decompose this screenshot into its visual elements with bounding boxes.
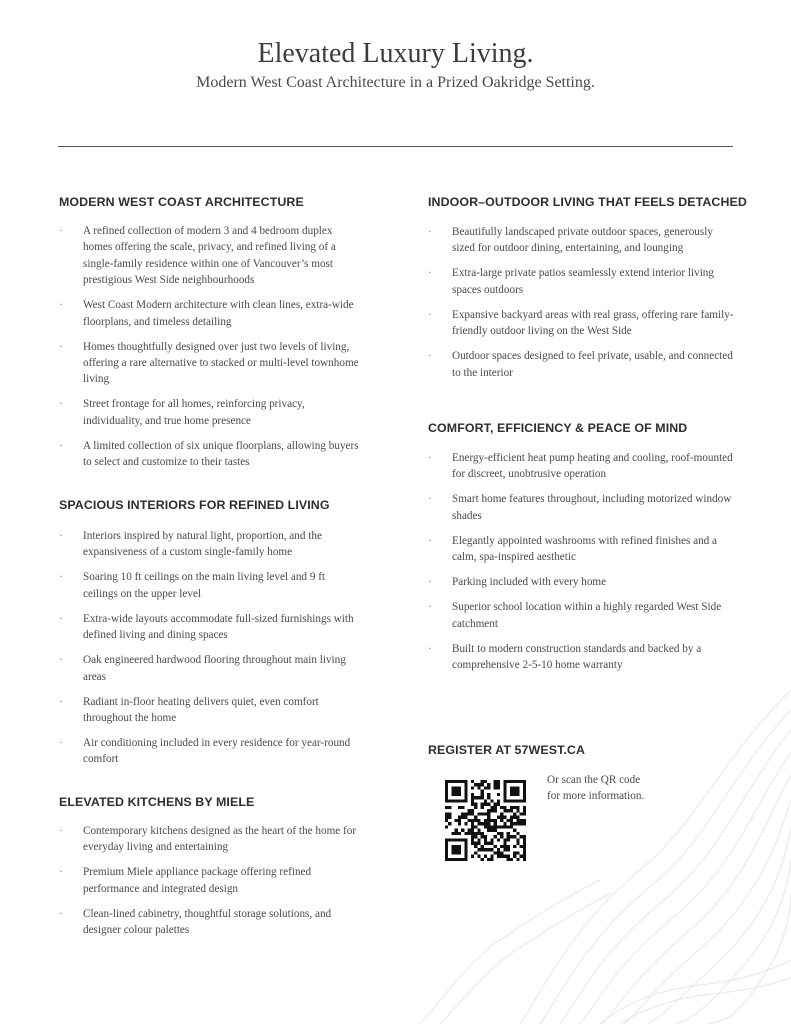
list-item-text: Extra-wide layouts accommodate full-sized furnishings with defined living and dining spaces — [83, 612, 354, 642]
bullet-marker: · — [59, 571, 63, 584]
list-item — [428, 574, 738, 590]
list-item-text: Clean-lined cabinetry, thoughtful storage solutions, and designer colour palettes — [83, 907, 332, 937]
qr-instruction-text: Or scan the QR code for more information. — [547, 774, 645, 803]
bullet-marker: · — [59, 299, 63, 312]
list-item — [59, 652, 359, 685]
bullet-marker: · — [59, 398, 63, 411]
list-item-text: Soaring 10 ft ceilings on the main living level and 9 ft ceilings on the upper level — [83, 571, 326, 600]
list-item — [59, 694, 359, 727]
list-item — [428, 491, 738, 524]
bullet-marker: · — [428, 576, 432, 589]
list-item-text: Homes thoughtfully designed over just two levels of living, offering a rare alternative to stacked or multi-level townhome living — [83, 340, 359, 386]
qr-code[interactable] — [445, 778, 526, 863]
list-item-text: Outdoor spaces designed to feel private, usable, and connected to the interior — [452, 350, 733, 379]
bullet-marker: · — [59, 737, 63, 750]
list-item — [428, 641, 738, 674]
bullet-marker: · — [59, 695, 63, 708]
list-item-text: Interiors inspired by natural light, proportion, and the expansiveness of a custom single-family home — [83, 530, 322, 559]
section-heading-interiors: SPACIOUS INTERIORS FOR REFINED LIVING — [59, 498, 330, 512]
list-item-text: Contemporary kitchens designed as the heart of the home for everyday living and entertaining — [83, 825, 357, 854]
bullet-marker: · — [428, 642, 432, 655]
bullet-marker: · — [428, 534, 432, 547]
bullet-marker: · — [59, 907, 63, 920]
bullet-marker: · — [59, 530, 63, 542]
bullet-marker: · — [428, 601, 432, 614]
list-item-text: Premium Miele appliance package offering refined performance and integrated design — [83, 866, 312, 895]
list-item-text: Oak engineered hardwood flooring throughout main living areas — [83, 654, 346, 683]
list-item-text: Beautifully landscaped private outdoor spaces, generously sized for outdoor dining, entertaining, and lounging — [452, 226, 713, 255]
list-item — [428, 224, 738, 257]
list-item — [59, 823, 359, 856]
list-item — [428, 599, 738, 632]
architecture-list — [59, 223, 359, 479]
list-item — [428, 450, 738, 483]
bullet-marker: · — [428, 350, 432, 363]
list-item — [59, 528, 359, 561]
list-item — [59, 569, 359, 602]
bullet-marker: · — [59, 225, 63, 237]
list-item-text: Air conditioning included in every residence for year-round comfort — [83, 737, 351, 766]
bullet-marker: · — [59, 654, 63, 667]
interiors-list — [59, 528, 359, 776]
kitchens-list — [59, 823, 359, 947]
bullet-marker: · — [59, 340, 63, 353]
section-heading-comfort: COMFORT, EFFICIENCY & PEACE OF MIND — [428, 421, 688, 435]
list-item-text: Energy-efficient heat pump heating and cooling, roof-mounted for discreet, unobtrusive operation — [452, 452, 733, 481]
bullet-marker: · — [59, 612, 63, 625]
list-item-text: Street frontage for all homes, reinforcing privacy, individuality, and true home presence — [83, 398, 305, 427]
section-heading-architecture: MODERN WEST COAST ARCHITECTURE — [59, 195, 304, 209]
bullet-marker: · — [428, 493, 432, 506]
section-heading-kitchens: ELEVATED KITCHENS BY MIELE — [59, 795, 255, 809]
list-item — [428, 348, 738, 381]
list-item — [59, 223, 359, 289]
page-title: Elevated Luxury Living. — [257, 38, 534, 69]
list-item — [59, 438, 359, 471]
bullet-marker: · — [428, 308, 432, 321]
list-item — [59, 864, 359, 897]
comfort-list — [428, 450, 738, 682]
section-heading-register: REGISTER AT 57WEST.CA — [428, 743, 585, 757]
list-item — [59, 611, 359, 644]
list-item-text: West Coast Modern architecture with clean lines, extra-wide floorplans, and timeless detailing — [83, 299, 354, 328]
bullet-marker: · — [428, 452, 432, 464]
bullet-marker: · — [428, 226, 432, 238]
section-heading-outdoor: INDOOR–OUTDOOR LIVING THAT FEELS DETACHED — [428, 195, 747, 209]
list-item-text: Built to modern construction standards and backed by a comprehensive 2-5-10 home warranty — [452, 642, 702, 672]
list-item — [59, 396, 359, 429]
list-item-text: Superior school location within a highly regarded West Side catchment — [452, 601, 722, 630]
bullet-marker: · — [59, 439, 63, 452]
list-item-text: A limited collection of six unique floorplans, allowing buyers to select and customize to their tastes — [83, 439, 359, 469]
bullet-marker: · — [59, 825, 63, 837]
list-item — [428, 533, 738, 566]
list-item — [428, 307, 738, 340]
list-item — [59, 339, 359, 388]
list-item — [428, 265, 738, 298]
list-item-text: Parking included with every home — [452, 576, 607, 589]
bullet-marker: · — [428, 267, 432, 280]
bullet-marker: · — [59, 866, 63, 879]
list-item — [59, 906, 359, 939]
list-item-text: Expansive backyard areas with real grass, offering rare family-friendly outdoor living on the West Side — [452, 308, 734, 338]
outdoor-list — [428, 224, 738, 390]
header-divider — [58, 146, 733, 147]
list-item-text: A refined collection of modern 3 and 4 bedroom duplex homes offering the scale, privacy, and refined living of a single-family residence within one of Vancouver’s most prestigious West Side neighbourhoods — [83, 225, 336, 287]
list-item-text: Extra-large private patios seamlessly extend interior living spaces outdoors — [452, 267, 714, 296]
list-item — [59, 735, 359, 768]
list-item — [59, 297, 359, 330]
list-item-text: Radiant in-floor heating delivers quiet, even comfort throughout the home — [83, 695, 319, 725]
list-item-text: Elegantly appointed washrooms with refined finishes and a calm, spa-inspired aesthetic — [452, 534, 718, 564]
list-item-text: Smart home features throughout, including motorized window shades — [452, 493, 732, 522]
page-subtitle: Modern West Coast Architecture in a Prized Oakridge Setting. — [196, 74, 595, 91]
